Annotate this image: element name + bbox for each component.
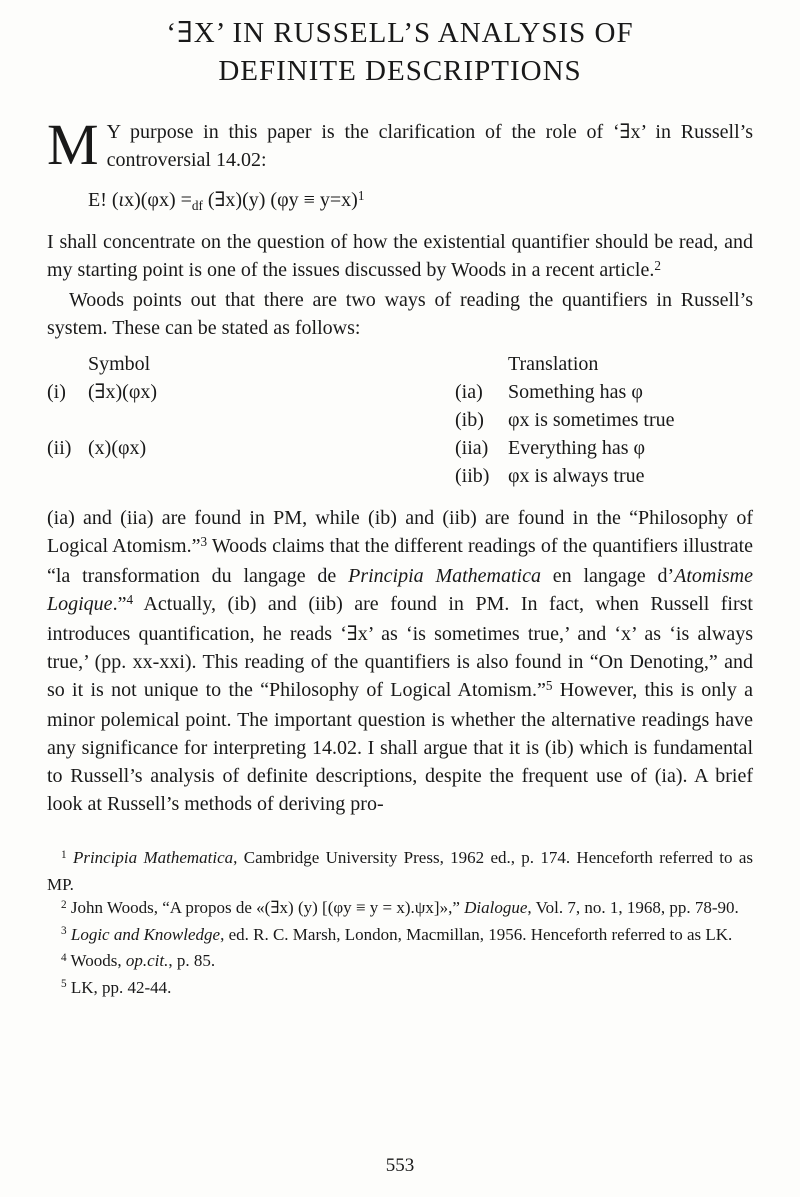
footnote-2: $^2$ John Woods, “A propos de «(∃x) (y) [(φy ≡ y = x).ψx]»,” Dialogue, Vol. 7, no. 1, 1968, pp. 78-90. bbox=[61, 898, 739, 917]
footnotes bbox=[47, 846, 753, 1002]
translation-cell: Everything has φ bbox=[508, 437, 646, 459]
symbol-cell: (∃x)(φx) bbox=[88, 381, 158, 403]
table-header-translation: Translation bbox=[508, 353, 599, 375]
symbol-label: (i) bbox=[47, 381, 66, 403]
translation-label: (ib) bbox=[455, 409, 484, 431]
table-cell-spacer bbox=[47, 350, 88, 378]
footnote-3: $^3$ Logic and Knowledge, ed. R. C. Marsh, London, Macmillan, 1956. Henceforth referred to as LK. bbox=[61, 924, 733, 944]
translation-label: (iib) bbox=[455, 465, 490, 487]
page-number: 553 bbox=[385, 1155, 415, 1176]
footnote-5: $^5$ LK, pp. 42-44. bbox=[61, 977, 172, 997]
translation-label: (ia) bbox=[455, 381, 483, 403]
paragraph-woods-two-ways: Woods points out that there are two ways of reading the quantifiers in Russell’s system. These can be stated as follows: bbox=[47, 289, 753, 339]
paragraph-opening-text: Y purpose in this paper is the clarification of the role of ‘∃x’ in Russell’s controversial 14.02: bbox=[106, 121, 753, 171]
paragraph-opening bbox=[47, 112, 753, 177]
translation-cell: φx is always true bbox=[508, 465, 645, 487]
table-cell-spacer bbox=[455, 350, 508, 378]
article-title-line1: ‘∃X’ IN RUSSELL’S ANALYSIS OF bbox=[166, 17, 634, 49]
footnote-1: $^1$ Principia Mathematica, Cambridge University Press, 1962 ed., p. 174. Henceforth referred to as MP. bbox=[47, 848, 754, 894]
translation-cell: φx is sometimes true bbox=[508, 409, 675, 431]
article-title bbox=[47, 14, 753, 90]
symbol-cell: (x)(φx) bbox=[88, 437, 147, 459]
symbol-label bbox=[47, 462, 88, 490]
article-body bbox=[47, 112, 754, 818]
footnote-4: $^4$ Woods, op.cit., p. 85. bbox=[61, 951, 216, 970]
drop-cap: M bbox=[47, 112, 99, 177]
symbol-cell bbox=[88, 406, 455, 434]
symbol-label bbox=[47, 406, 88, 434]
translation-label: (iia) bbox=[455, 437, 489, 459]
symbol-cell bbox=[88, 462, 455, 490]
table-header-symbol: Symbol bbox=[88, 353, 151, 375]
symbol-label: (ii) bbox=[47, 437, 72, 459]
formula-14-02: E! (ιx)(φx) =df (∃x)(y) (φy ≡ y=x)$^1$ bbox=[88, 188, 365, 213]
paragraph-concentrate: I shall concentrate on the question of how the existential quantifier should be read, and my starting point is one of the issues discussed by Woods in a recent article.$^2$ bbox=[47, 231, 753, 281]
paragraph-discussion: (ia) and (iia) are found in PM, while (ib) and (iib) are found in the “Philosophy of Logical Atomism.”$^3$ Woods claims that the different readings of the quantifiers illustrate “la transformation du langage de Principia Mathematica en langage d’Atomisme Logique.”$^4$ Actually, (ib) and (iib) are found in PM. In fact, when Russell first introduces quantification, he reads ‘∃x’ as ‘is sometimes true,’ and ‘x’ as ‘is always true,’ (pp. xx-xxi). This reading of the quantifiers is also found in “On Denoting,” and so it is not unique to the “Philosophy of Logical Atomism.”$^5$ However, this is only a minor polemical point. The important question is whether the alternative readings have any significance for interpreting 14.02. I shall argue that it is (ib) which is fundamental to Russell’s analysis of definite descriptions, despite the frequent use of (ia). A brief look at Russell’s methods of deriving pro- bbox=[47, 507, 754, 815]
translation-cell: Something has φ bbox=[508, 381, 643, 403]
article-title-line2: DEFINITE DESCRIPTIONS bbox=[218, 55, 582, 87]
quantifier-table bbox=[47, 350, 753, 490]
